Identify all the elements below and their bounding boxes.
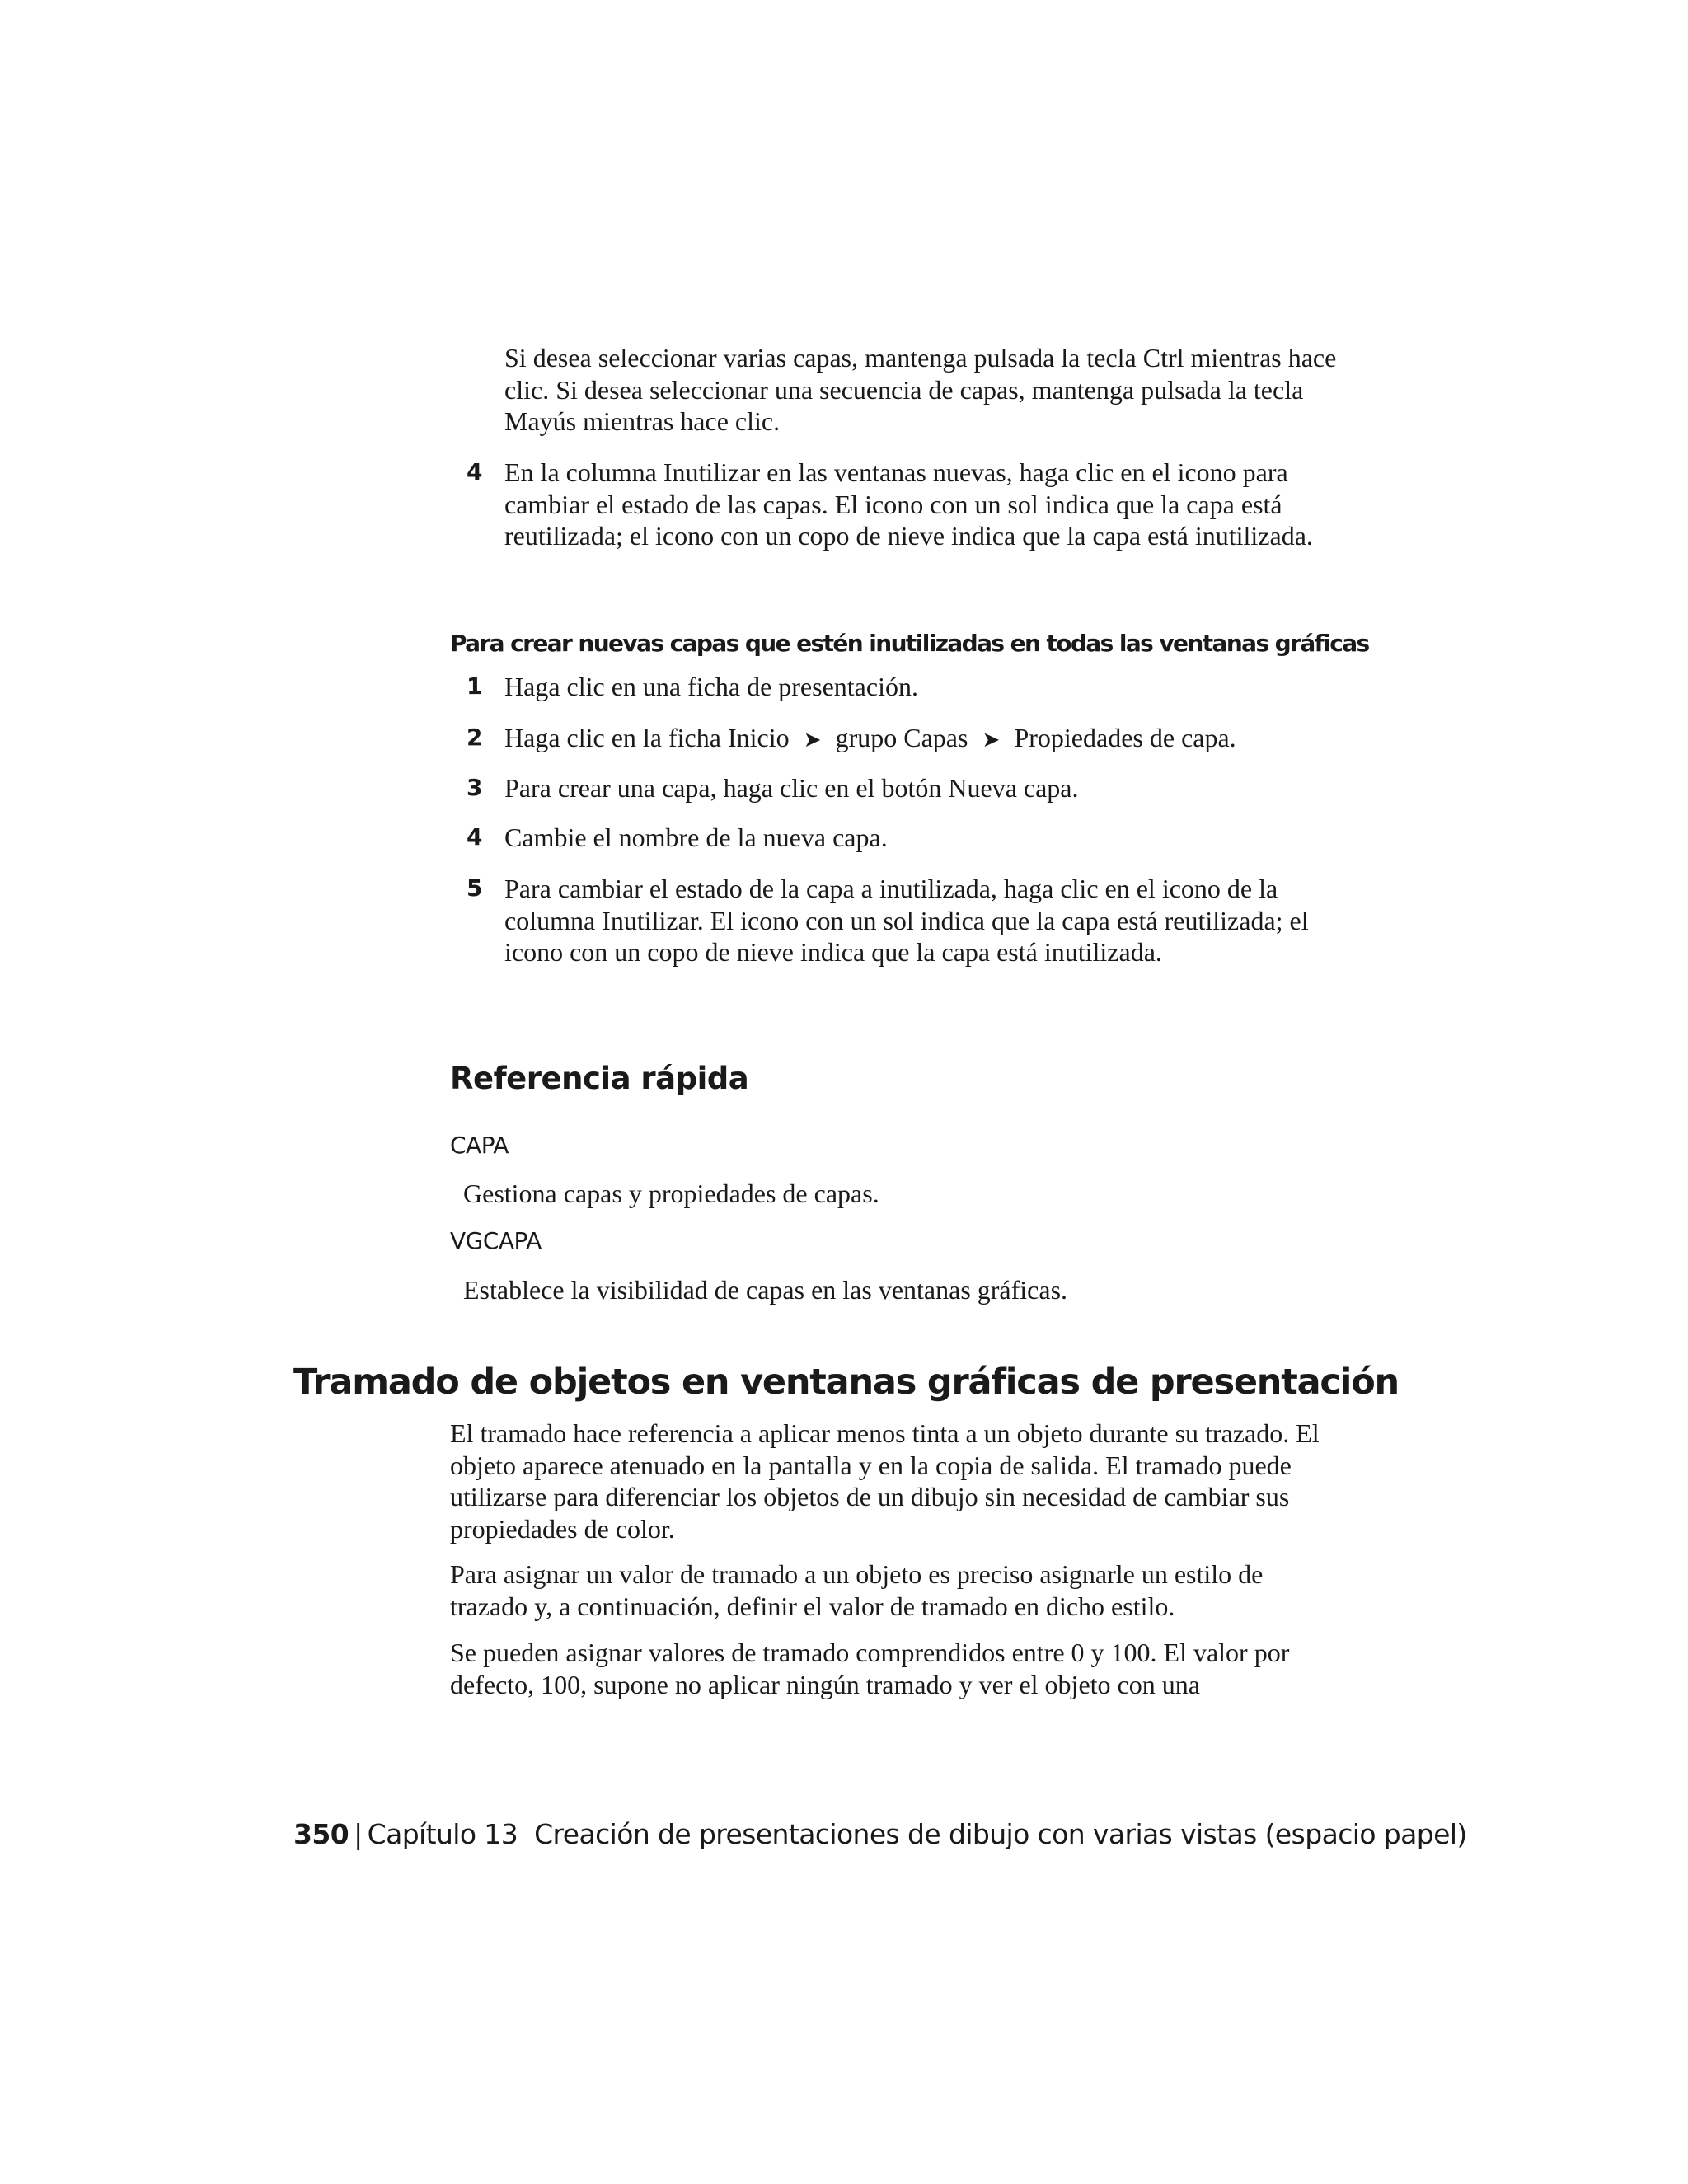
procedure-step-4 bbox=[467, 822, 1340, 854]
quick-reference-heading: Referencia rápida bbox=[450, 1061, 749, 1096]
command-name: VGCAPA bbox=[450, 1227, 542, 1254]
procedure-step-2 bbox=[467, 722, 1340, 757]
command-description: Establece la visibilidad de capas en las ventanas gráficas. bbox=[463, 1275, 1068, 1305]
body-paragraph: Se pueden asignar valores de tramado comprendidos entre 0 y 100. El valor por defecto, 100, supone no aplicar ningún tramado y ver el objeto con una bbox=[450, 1638, 1290, 1699]
procedure-heading: Para crear nuevas capas que estén inutilizadas en todas las ventanas gráficas bbox=[450, 630, 1369, 657]
step-number: 5 bbox=[467, 874, 483, 902]
step-number: 3 bbox=[467, 774, 483, 801]
command-description: Gestiona capas y propiedades de capas. bbox=[463, 1179, 879, 1208]
command-name: CAPA bbox=[450, 1132, 509, 1159]
arrow-right-icon: ➤ bbox=[803, 728, 822, 752]
chapter-title: Creación de presentaciones de dibujo con varias vistas (espacio papel) bbox=[534, 1818, 1467, 1850]
section-heading: Tramado de objetos en ventanas gráficas de presentación bbox=[293, 1361, 1399, 1403]
step-text: En la columna Inutilizar en las ventanas nuevas, haga clic en el icono para cambiar el estado de las capas. El icono con un sol indica que la capa está reutilizada; el icono con un copo de nieve indica que la capa está inutilizada. bbox=[504, 457, 1313, 551]
step-text bbox=[504, 722, 1340, 757]
procedure-step-3 bbox=[467, 772, 1340, 804]
step-text-part-1: Haga clic en la ficha Inicio bbox=[504, 723, 790, 752]
chapter-label: Capítulo 13 bbox=[367, 1818, 518, 1850]
arrow-right-icon: ➤ bbox=[982, 728, 1001, 752]
step-text: Para cambiar el estado de la capa a inutilizada, haga clic en el icono de la columna Inutilizar. El icono con un sol indica que la capa está reutilizada; el icono con un copo de nieve indica que la capa está inutilizada. bbox=[504, 874, 1309, 967]
footer-separator: | bbox=[354, 1818, 363, 1850]
intro-note: Si desea seleccionar varias capas, mantenga pulsada la tecla Ctrl mientras hace clic. Si desea seleccionar una secuencia de capas, mantenga pulsada la tecla Mayús mientras hace clic. bbox=[504, 343, 1337, 436]
step-number: 1 bbox=[467, 673, 483, 700]
procedure-step-5 bbox=[467, 873, 1340, 968]
step-number: 4 bbox=[467, 823, 483, 851]
step-text-part-2: grupo Capas bbox=[835, 723, 968, 752]
previous-step-4 bbox=[467, 457, 1340, 552]
procedure-step-1 bbox=[467, 671, 1340, 703]
step-text: Cambie el nombre de la nueva capa. bbox=[504, 823, 888, 852]
body-paragraph: Para asignar un valor de tramado a un objeto es preciso asignarle un estilo de trazado y, a continuación, definir el valor de tramado en dicho estilo. bbox=[450, 1559, 1264, 1621]
step-text: Haga clic en una ficha de presentación. bbox=[504, 672, 918, 701]
step-text: Para crear una capa, haga clic en el botón Nueva capa. bbox=[504, 773, 1079, 803]
page-footer bbox=[293, 1818, 1467, 1850]
body-paragraph: El tramado hace referencia a aplicar menos tinta a un objeto durante su trazado. El objeto aparece atenuado en la pantalla y en la copia de salida. El tramado puede utilizarse para diferenciar los objetos de un dibujo sin necesidad de cambiar sus propiedades de color. bbox=[450, 1418, 1320, 1544]
step-number: 4 bbox=[467, 458, 483, 485]
step-text-part-3: Propiedades de capa. bbox=[1014, 723, 1236, 752]
step-number: 2 bbox=[467, 724, 483, 751]
page-number: 350 bbox=[293, 1818, 349, 1850]
